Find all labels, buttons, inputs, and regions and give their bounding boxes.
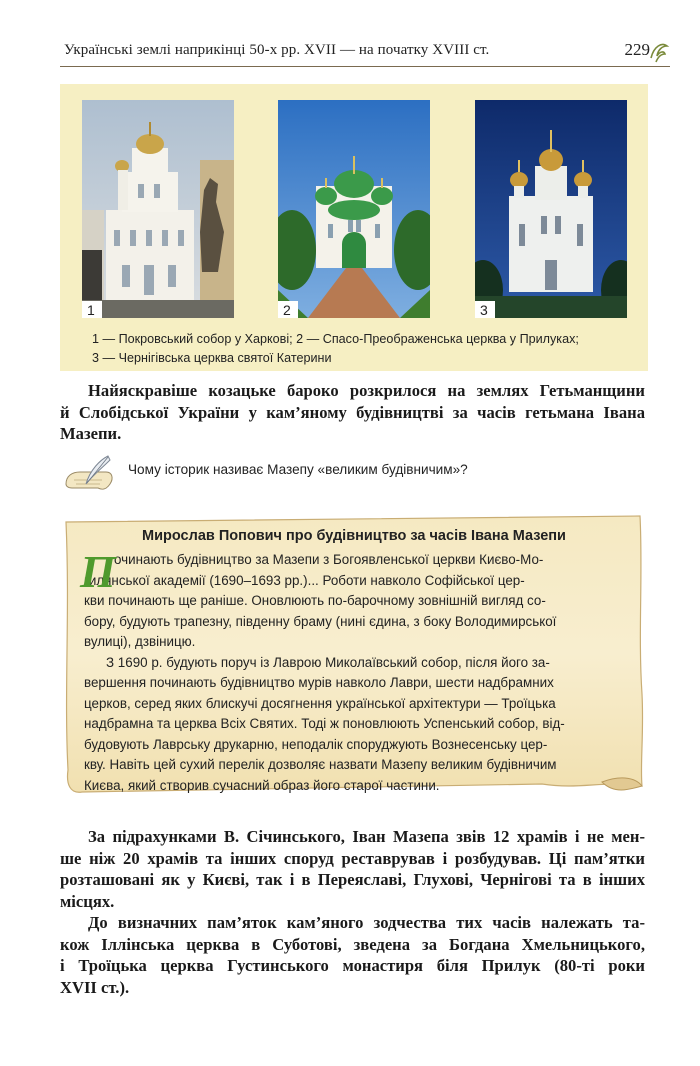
quote-line: бору, будують трапезну, південну браму (нині єдина, з боку Володимирської [84,613,557,629]
text-line: кож Іллінська церква в Суботові, зведена за Богдана Хмельницького, [60,934,645,954]
quote-body [80,546,628,796]
question-prompt: Чому історик називає Мазепу «великим будівничим»? [128,462,468,477]
quote-line: кви починають ще раніше. Оновлюють по-барочному зовнішній вигляд со- [84,593,546,608]
text-line: ше ніж 20 храмів та інших споруд реставрував і розбудував. Ці пам’ятки [60,848,645,868]
quote-line: вершення починають будівництво мурів навколо Лаври, шести надбрамних [84,675,554,690]
quill-scroll-icon [62,454,118,494]
photo-spaso-preobrazhenska-church [278,100,430,318]
photo-pokrovsky-cathedral [82,100,234,318]
figures-panel [60,84,648,371]
caption-line: 3 — Чернігівська церква святої Катерини [92,351,332,365]
text-line: Найяскравіше козацьке бароко розкрилося на землях Гетьманщини [88,381,645,400]
main-text [60,826,645,998]
quote-line: Києва, який створив сучасний образ його старої частини. [84,777,440,793]
text-line: місцях. [60,891,115,911]
quote-line: будовують Лаврську друкарню, неподалік споруджують Вознесенську цер- [84,736,548,752]
quote-line: церков, серед яких блискучі досягнення української архітектури — Троїцька [84,695,556,711]
text-line: Мазепи. [60,424,122,443]
source-quote-box [62,514,646,798]
ornament-flourish-icon [648,38,670,64]
drop-cap: П [80,546,116,597]
photo-number: 3 [475,301,495,318]
text-line: розташовані як у Києві, так і в Переяславі, Глухові, Чернігові та в інших [60,870,645,889]
text-line: XVII ст.). [60,977,130,997]
page-number: 229 [624,40,650,59]
quote-line: кву. Навіть цей сухий перелік дозволяє назвати Мазепу великим будівничим [84,757,557,772]
caption-line: 1 — Покровський собор у Харкові; 2 — Спасо-Преображенська церква у Прилуках; [92,332,579,346]
quote-line: гилянської академії (1690–1693 рр.)... Роботи навколо Софійської цер- [84,572,525,588]
photo-st-catherine-church [475,100,627,318]
intro-paragraph [60,380,645,445]
quote-line: вулиці), дзвіницю. [84,634,196,649]
photo-number: 1 [82,301,102,318]
photo-number: 2 [278,301,298,318]
quote-line: очинають будівництво за Мазепи з Богоявленської церкви Києво-Мо- [114,552,544,567]
page-header [60,38,670,67]
text-line: До визначних пам’яток кам’яного зодчества тих часів належать та- [88,913,645,932]
figure-caption [92,330,642,368]
text-line: й Слобідської України у кам’яному будівництві за часів гетьмана Івана [60,402,645,422]
text-line: За підрахунками В. Січинського, Іван Мазепа звів 12 храмів і не мен- [88,827,645,846]
text-line: і Троїцька церква Густинського монастиря біля Прилук (80-ті роки [60,956,645,975]
quote-line: надбрамна та церква Всіх Святих. Тоді ж поновлюють Успенський собор, від- [84,716,565,731]
quote-title: Мирослав Попович про будівництво за часів Івана Мазепи [142,528,566,544]
running-title: Українські землі наприкінці 50-х рр. XVII — на початку XVIII ст. [64,42,490,58]
quote-line: З 1690 р. будують поруч із Лаврою Миколаївський собор, після його за- [106,654,550,670]
